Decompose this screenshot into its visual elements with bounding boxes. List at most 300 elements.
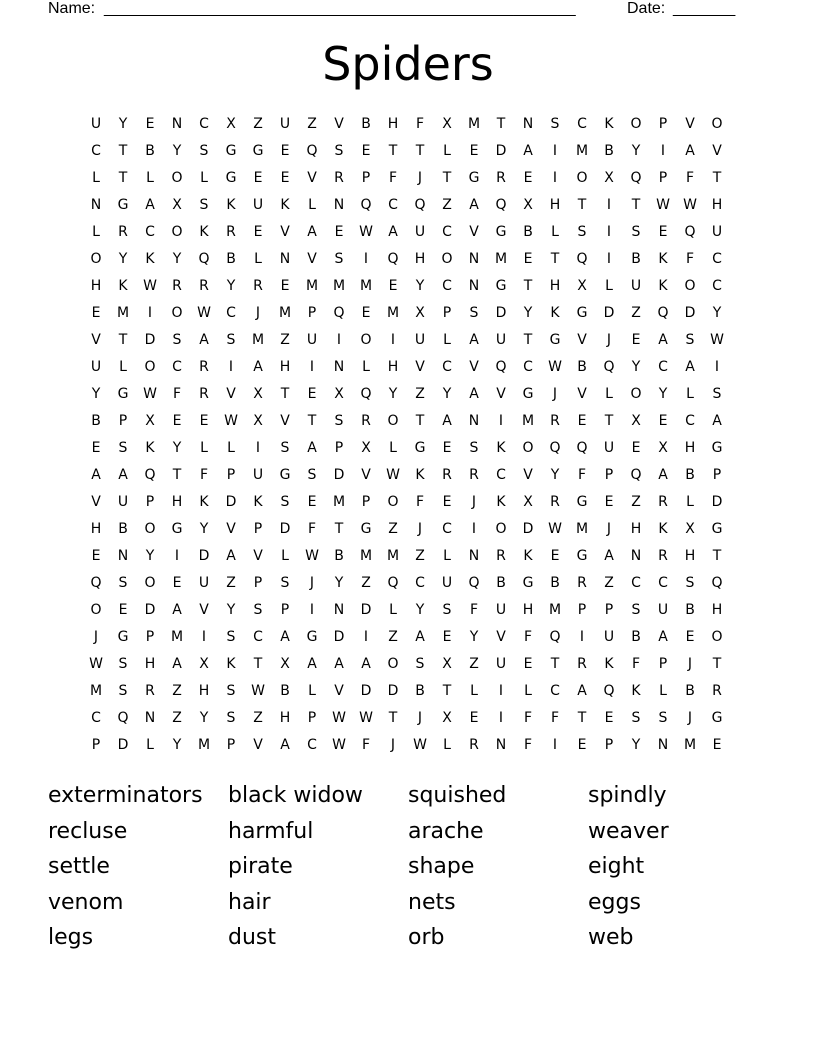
grid-letter: K	[496, 440, 506, 456]
grid-letter: I	[309, 602, 315, 618]
grid-letter: W	[305, 548, 319, 564]
grid-letter: C	[388, 197, 398, 213]
grid-letter: L	[92, 170, 100, 186]
grid-letter: U	[495, 656, 507, 672]
grid-row	[84, 300, 732, 327]
grid-letter: A	[469, 197, 479, 213]
grid-letter: A	[577, 683, 587, 699]
grid-letter: E	[118, 602, 128, 618]
grid-letter: Y	[712, 305, 722, 321]
grid-letter: I	[552, 737, 558, 753]
date-label: Date:	[627, 0, 666, 17]
grid-letter: G	[252, 143, 264, 159]
grid-letter: C	[550, 683, 560, 699]
grid-letter: H	[171, 494, 183, 510]
grid-letter: W	[359, 224, 373, 240]
grid-letter: A	[118, 467, 128, 483]
grid-letter: Y	[199, 521, 209, 537]
grid-letter: U	[603, 440, 615, 456]
grid-letter: O	[171, 224, 183, 240]
grid-letter: B	[631, 629, 641, 645]
grid-letter: L	[605, 386, 613, 402]
grid-letter: U	[252, 467, 264, 483]
grid-letter: Y	[172, 143, 182, 159]
grid-letter: V	[496, 386, 506, 402]
grid-letter: J	[606, 332, 612, 348]
grid-letter: M	[683, 737, 697, 753]
grid-letter: A	[523, 143, 533, 159]
grid-letter: E	[307, 386, 317, 402]
grid-letter: V	[577, 332, 587, 348]
grid-letter: Z	[469, 656, 479, 672]
grid-letter: P	[604, 737, 614, 753]
grid-letter: D	[522, 521, 534, 537]
grid-letter: Q	[117, 710, 129, 726]
grid-letter: C	[145, 224, 155, 240]
grid-letter: T	[442, 170, 452, 186]
word-list-item: spindly	[588, 783, 667, 808]
grid-letter: V	[91, 332, 101, 348]
grid-letter: Y	[172, 440, 182, 456]
grid-letter: M	[575, 143, 589, 159]
grid-letter: H	[279, 359, 291, 375]
grid-letter: B	[631, 251, 641, 267]
grid-letter: B	[226, 251, 236, 267]
grid-letter: M	[575, 521, 589, 537]
grid-letter: D	[198, 548, 210, 564]
grid-letter: E	[523, 170, 533, 186]
grid-letter: U	[495, 602, 507, 618]
grid-letter: I	[498, 710, 504, 726]
grid-letter: A	[199, 332, 209, 348]
grid-letter: Q	[360, 197, 372, 213]
grid-letter: F	[388, 170, 398, 186]
grid-letter: G	[225, 143, 237, 159]
grid-letter: M	[386, 548, 400, 564]
grid-letter: S	[469, 305, 479, 321]
grid-letter: Y	[118, 116, 128, 132]
grid-letter: T	[496, 116, 506, 132]
grid-letter: F	[172, 386, 182, 402]
grid-letter: B	[685, 602, 695, 618]
grid-letter: M	[197, 737, 211, 753]
grid-letter: E	[280, 278, 290, 294]
grid-letter: G	[522, 386, 534, 402]
grid-letter: A	[226, 548, 236, 564]
grid-row	[84, 624, 732, 651]
grid-letter: C	[199, 116, 209, 132]
grid-letter: R	[199, 386, 209, 402]
grid-letter: D	[225, 494, 237, 510]
grid-letter: S	[577, 224, 587, 240]
word-list-item: exterminators	[48, 783, 203, 808]
grid-letter: N	[333, 197, 345, 213]
grid-letter: S	[334, 143, 344, 159]
grid-letter: F	[307, 521, 317, 537]
grid-letter: A	[712, 413, 722, 429]
grid-letter: X	[442, 710, 452, 726]
grid-letter: R	[442, 467, 452, 483]
grid-letter: E	[280, 170, 290, 186]
grid-letter: P	[226, 467, 236, 483]
grid-letter: U	[90, 116, 102, 132]
grid-letter: E	[577, 413, 587, 429]
grid-letter: Y	[550, 467, 560, 483]
grid-letter: J	[309, 575, 315, 591]
grid-letter: S	[226, 332, 236, 348]
grid-letter: T	[577, 197, 587, 213]
grid-letter: T	[523, 278, 533, 294]
grid-letter: I	[498, 683, 504, 699]
grid-letter: Z	[307, 116, 317, 132]
grid-letter: T	[118, 170, 128, 186]
grid-letter: H	[522, 602, 534, 618]
grid-letter: A	[307, 224, 317, 240]
grid-letter: C	[172, 359, 182, 375]
grid-row	[84, 165, 732, 192]
grid-letter: T	[334, 521, 344, 537]
grid-letter: V	[577, 386, 587, 402]
grid-letter: G	[279, 467, 291, 483]
grid-letter: G	[576, 548, 588, 564]
grid-letter: J	[606, 521, 612, 537]
grid-letter: D	[279, 521, 291, 537]
grid-letter: V	[199, 602, 209, 618]
grid-letter: V	[415, 359, 425, 375]
grid-letter: W	[143, 278, 157, 294]
grid-letter: D	[144, 332, 156, 348]
grid-letter: Y	[658, 386, 668, 402]
grid-letter: G	[414, 440, 426, 456]
grid-letter: L	[659, 683, 667, 699]
grid-letter: I	[552, 143, 558, 159]
grid-letter: A	[280, 629, 290, 645]
grid-letter: W	[548, 359, 562, 375]
grid-letter: I	[390, 332, 396, 348]
grid-letter: X	[604, 170, 614, 186]
grid-letter: H	[549, 197, 561, 213]
grid-letter: H	[387, 359, 399, 375]
grid-letter: F	[523, 629, 533, 645]
grid-letter: R	[145, 683, 155, 699]
grid-letter: K	[658, 278, 668, 294]
grid-letter: R	[253, 278, 263, 294]
grid-letter: O	[144, 521, 156, 537]
grid-letter: E	[334, 224, 344, 240]
grid-letter: F	[523, 737, 533, 753]
grid-letter: C	[658, 359, 668, 375]
grid-letter: T	[415, 143, 425, 159]
grid-row	[84, 678, 732, 705]
grid-letter: K	[415, 467, 425, 483]
grid-letter: T	[253, 656, 263, 672]
grid-letter: K	[604, 116, 614, 132]
grid-letter: L	[281, 548, 289, 564]
grid-letter: E	[91, 440, 101, 456]
grid-letter: D	[333, 629, 345, 645]
grid-letter: X	[226, 116, 236, 132]
grid-letter: P	[604, 602, 614, 618]
grid-letter: M	[359, 548, 373, 564]
grid-letter: L	[146, 737, 154, 753]
grid-row	[84, 246, 732, 273]
grid-letter: S	[712, 386, 722, 402]
grid-letter: U	[117, 494, 129, 510]
grid-letter: E	[631, 440, 641, 456]
grid-letter: Q	[630, 170, 642, 186]
grid-letter: Q	[711, 575, 723, 591]
grid-letter: M	[494, 251, 508, 267]
grid-letter: O	[360, 332, 372, 348]
grid-letter: Y	[631, 737, 641, 753]
grid-letter: M	[467, 116, 481, 132]
grid-letter: E	[307, 494, 317, 510]
grid-letter: R	[172, 278, 182, 294]
grid-letter: S	[226, 629, 236, 645]
grid-letter: U	[198, 575, 210, 591]
grid-letter: F	[199, 467, 209, 483]
grid-letter: G	[711, 521, 723, 537]
grid-letter: U	[414, 332, 426, 348]
grid-letter: S	[334, 251, 344, 267]
grid-letter: L	[443, 737, 451, 753]
grid-letter: V	[253, 737, 263, 753]
grid-letter: R	[496, 548, 506, 564]
grid-letter: O	[684, 278, 696, 294]
grid-letter: G	[495, 224, 507, 240]
grid-letter: A	[658, 629, 668, 645]
grid-row	[84, 705, 732, 732]
grid-letter: L	[119, 359, 127, 375]
grid-letter: P	[226, 737, 236, 753]
grid-letter: A	[307, 656, 317, 672]
grid-letter: F	[631, 656, 641, 672]
grid-letter: L	[443, 548, 451, 564]
grid-letter: G	[711, 710, 723, 726]
grid-letter: G	[117, 386, 129, 402]
grid-letter: Z	[388, 629, 398, 645]
grid-letter: L	[551, 224, 559, 240]
grid-letter: W	[386, 467, 400, 483]
grid-letter: O	[171, 305, 183, 321]
grid-letter: S	[118, 683, 128, 699]
grid-letter: S	[415, 656, 425, 672]
grid-letter: D	[495, 305, 507, 321]
grid-letter: T	[577, 710, 587, 726]
grid-row	[84, 435, 732, 462]
grid-letter: H	[684, 440, 696, 456]
grid-letter: E	[172, 413, 182, 429]
grid-letter: Z	[442, 197, 452, 213]
grid-letter: R	[334, 170, 344, 186]
grid-letter: L	[254, 251, 262, 267]
grid-letter: Q	[684, 224, 696, 240]
grid-letter: S	[442, 602, 452, 618]
grid-letter: R	[712, 683, 722, 699]
grid-letter: J	[552, 386, 558, 402]
grid-letter: O	[576, 170, 588, 186]
grid-letter: M	[251, 332, 265, 348]
grid-letter: L	[146, 170, 154, 186]
grid-letter: S	[685, 332, 695, 348]
grid-letter: U	[657, 602, 669, 618]
grid-letter: C	[442, 224, 452, 240]
grid-letter: I	[309, 359, 315, 375]
grid-letter: U	[495, 332, 507, 348]
grid-letter: U	[90, 359, 102, 375]
grid-letter: R	[469, 737, 479, 753]
grid-letter: S	[631, 710, 641, 726]
grid-letter: H	[630, 521, 642, 537]
grid-letter: I	[228, 359, 234, 375]
grid-letter: V	[253, 548, 263, 564]
grid-letter: P	[91, 737, 101, 753]
grid-row	[84, 408, 732, 435]
grid-letter: O	[711, 116, 723, 132]
grid-letter: Q	[549, 440, 561, 456]
grid-letter: G	[711, 440, 723, 456]
word-list-item: dust	[228, 925, 276, 950]
grid-letter: Y	[415, 602, 425, 618]
grid-letter: I	[606, 251, 612, 267]
grid-letter: L	[200, 170, 208, 186]
grid-letter: P	[361, 494, 371, 510]
grid-letter: O	[387, 413, 399, 429]
grid-letter: E	[388, 278, 398, 294]
grid-letter: Q	[549, 629, 561, 645]
grid-letter: A	[361, 656, 371, 672]
grid-letter: E	[91, 305, 101, 321]
grid-letter: G	[495, 278, 507, 294]
grid-letter: A	[145, 197, 155, 213]
grid-letter: D	[360, 602, 372, 618]
grid-letter: Z	[631, 494, 641, 510]
grid-letter: V	[334, 683, 344, 699]
grid-letter: A	[307, 440, 317, 456]
grid-letter: Y	[415, 278, 425, 294]
grid-letter: T	[604, 413, 614, 429]
word-list-item: harmful	[228, 818, 314, 844]
grid-letter: R	[577, 656, 587, 672]
grid-letter: M	[116, 305, 130, 321]
grid-letter: W	[251, 683, 265, 699]
grid-letter: I	[255, 440, 261, 456]
header	[0, 0, 816, 22]
grid-letter: A	[172, 602, 182, 618]
grid-letter: H	[549, 278, 561, 294]
grid-letter: O	[441, 251, 453, 267]
grid-letter: Q	[495, 197, 507, 213]
grid-letter: B	[685, 683, 695, 699]
grid-letter: S	[118, 440, 128, 456]
grid-letter: B	[280, 683, 290, 699]
grid-letter: M	[332, 494, 346, 510]
grid-letter: Z	[604, 575, 614, 591]
grid-letter: F	[685, 251, 695, 267]
word-list-item: arache	[408, 818, 484, 844]
grid-letter: E	[523, 656, 533, 672]
grid-letter: U	[279, 116, 291, 132]
grid-letter: Z	[388, 521, 398, 537]
grid-letter: K	[199, 494, 209, 510]
grid-letter: A	[91, 467, 101, 483]
grid-letter: R	[577, 575, 587, 591]
grid-letter: G	[171, 521, 183, 537]
grid-letter: V	[334, 116, 344, 132]
grid-letter: Z	[415, 386, 425, 402]
grid-letter: I	[498, 413, 504, 429]
grid-letter: M	[278, 305, 292, 321]
grid-letter: N	[333, 359, 345, 375]
grid-row	[84, 651, 732, 678]
grid-letter: E	[172, 575, 182, 591]
grid-letter: R	[658, 494, 668, 510]
grid-letter: I	[363, 629, 369, 645]
grid-letter: Q	[414, 197, 426, 213]
grid-letter: Z	[172, 710, 182, 726]
grid-letter: P	[604, 467, 614, 483]
grid-letter: H	[279, 710, 291, 726]
grid-letter: M	[89, 683, 103, 699]
grid-letter: U	[252, 197, 264, 213]
grid-letter: B	[604, 143, 614, 159]
grid-letter: Q	[576, 440, 588, 456]
grid-letter: K	[226, 656, 236, 672]
grid-letter: B	[361, 116, 371, 132]
grid-letter: E	[145, 116, 155, 132]
grid-letter: V	[280, 413, 290, 429]
grid-letter: P	[658, 116, 668, 132]
grid-letter: F	[685, 170, 695, 186]
grid-letter: F	[469, 602, 479, 618]
grid-row	[84, 543, 732, 570]
name-blank-line: _____________________________________________________	[104, 0, 576, 17]
grid-letter: M	[332, 278, 346, 294]
grid-letter: Y	[199, 710, 209, 726]
grid-row	[84, 354, 732, 381]
grid-letter: E	[577, 737, 587, 753]
grid-letter: J	[417, 170, 423, 186]
grid-letter: E	[658, 224, 668, 240]
grid-letter: E	[631, 332, 641, 348]
word-list-item: hair	[228, 889, 271, 915]
grid-letter: B	[415, 683, 425, 699]
grid-letter: T	[712, 170, 722, 186]
grid-letter: V	[712, 143, 722, 159]
grid-row	[84, 516, 732, 543]
grid-letter: O	[495, 521, 507, 537]
grid-letter: U	[306, 332, 318, 348]
grid-row	[84, 732, 732, 759]
grid-letter: N	[468, 251, 480, 267]
grid-letter: Q	[387, 575, 399, 591]
grid-letter: X	[253, 386, 263, 402]
grid-letter: Q	[495, 359, 507, 375]
grid-letter: Z	[280, 332, 290, 348]
grid-letter: H	[198, 683, 210, 699]
grid-letter: E	[469, 710, 479, 726]
grid-row	[84, 192, 732, 219]
grid-letter: N	[144, 710, 156, 726]
grid-letter: O	[387, 494, 399, 510]
grid-letter: L	[308, 683, 316, 699]
grid-letter: L	[524, 683, 532, 699]
grid-letter: A	[658, 467, 668, 483]
grid-letter: M	[305, 278, 319, 294]
grid-letter: P	[253, 521, 263, 537]
grid-letter: D	[387, 683, 399, 699]
grid-letter: L	[443, 332, 451, 348]
